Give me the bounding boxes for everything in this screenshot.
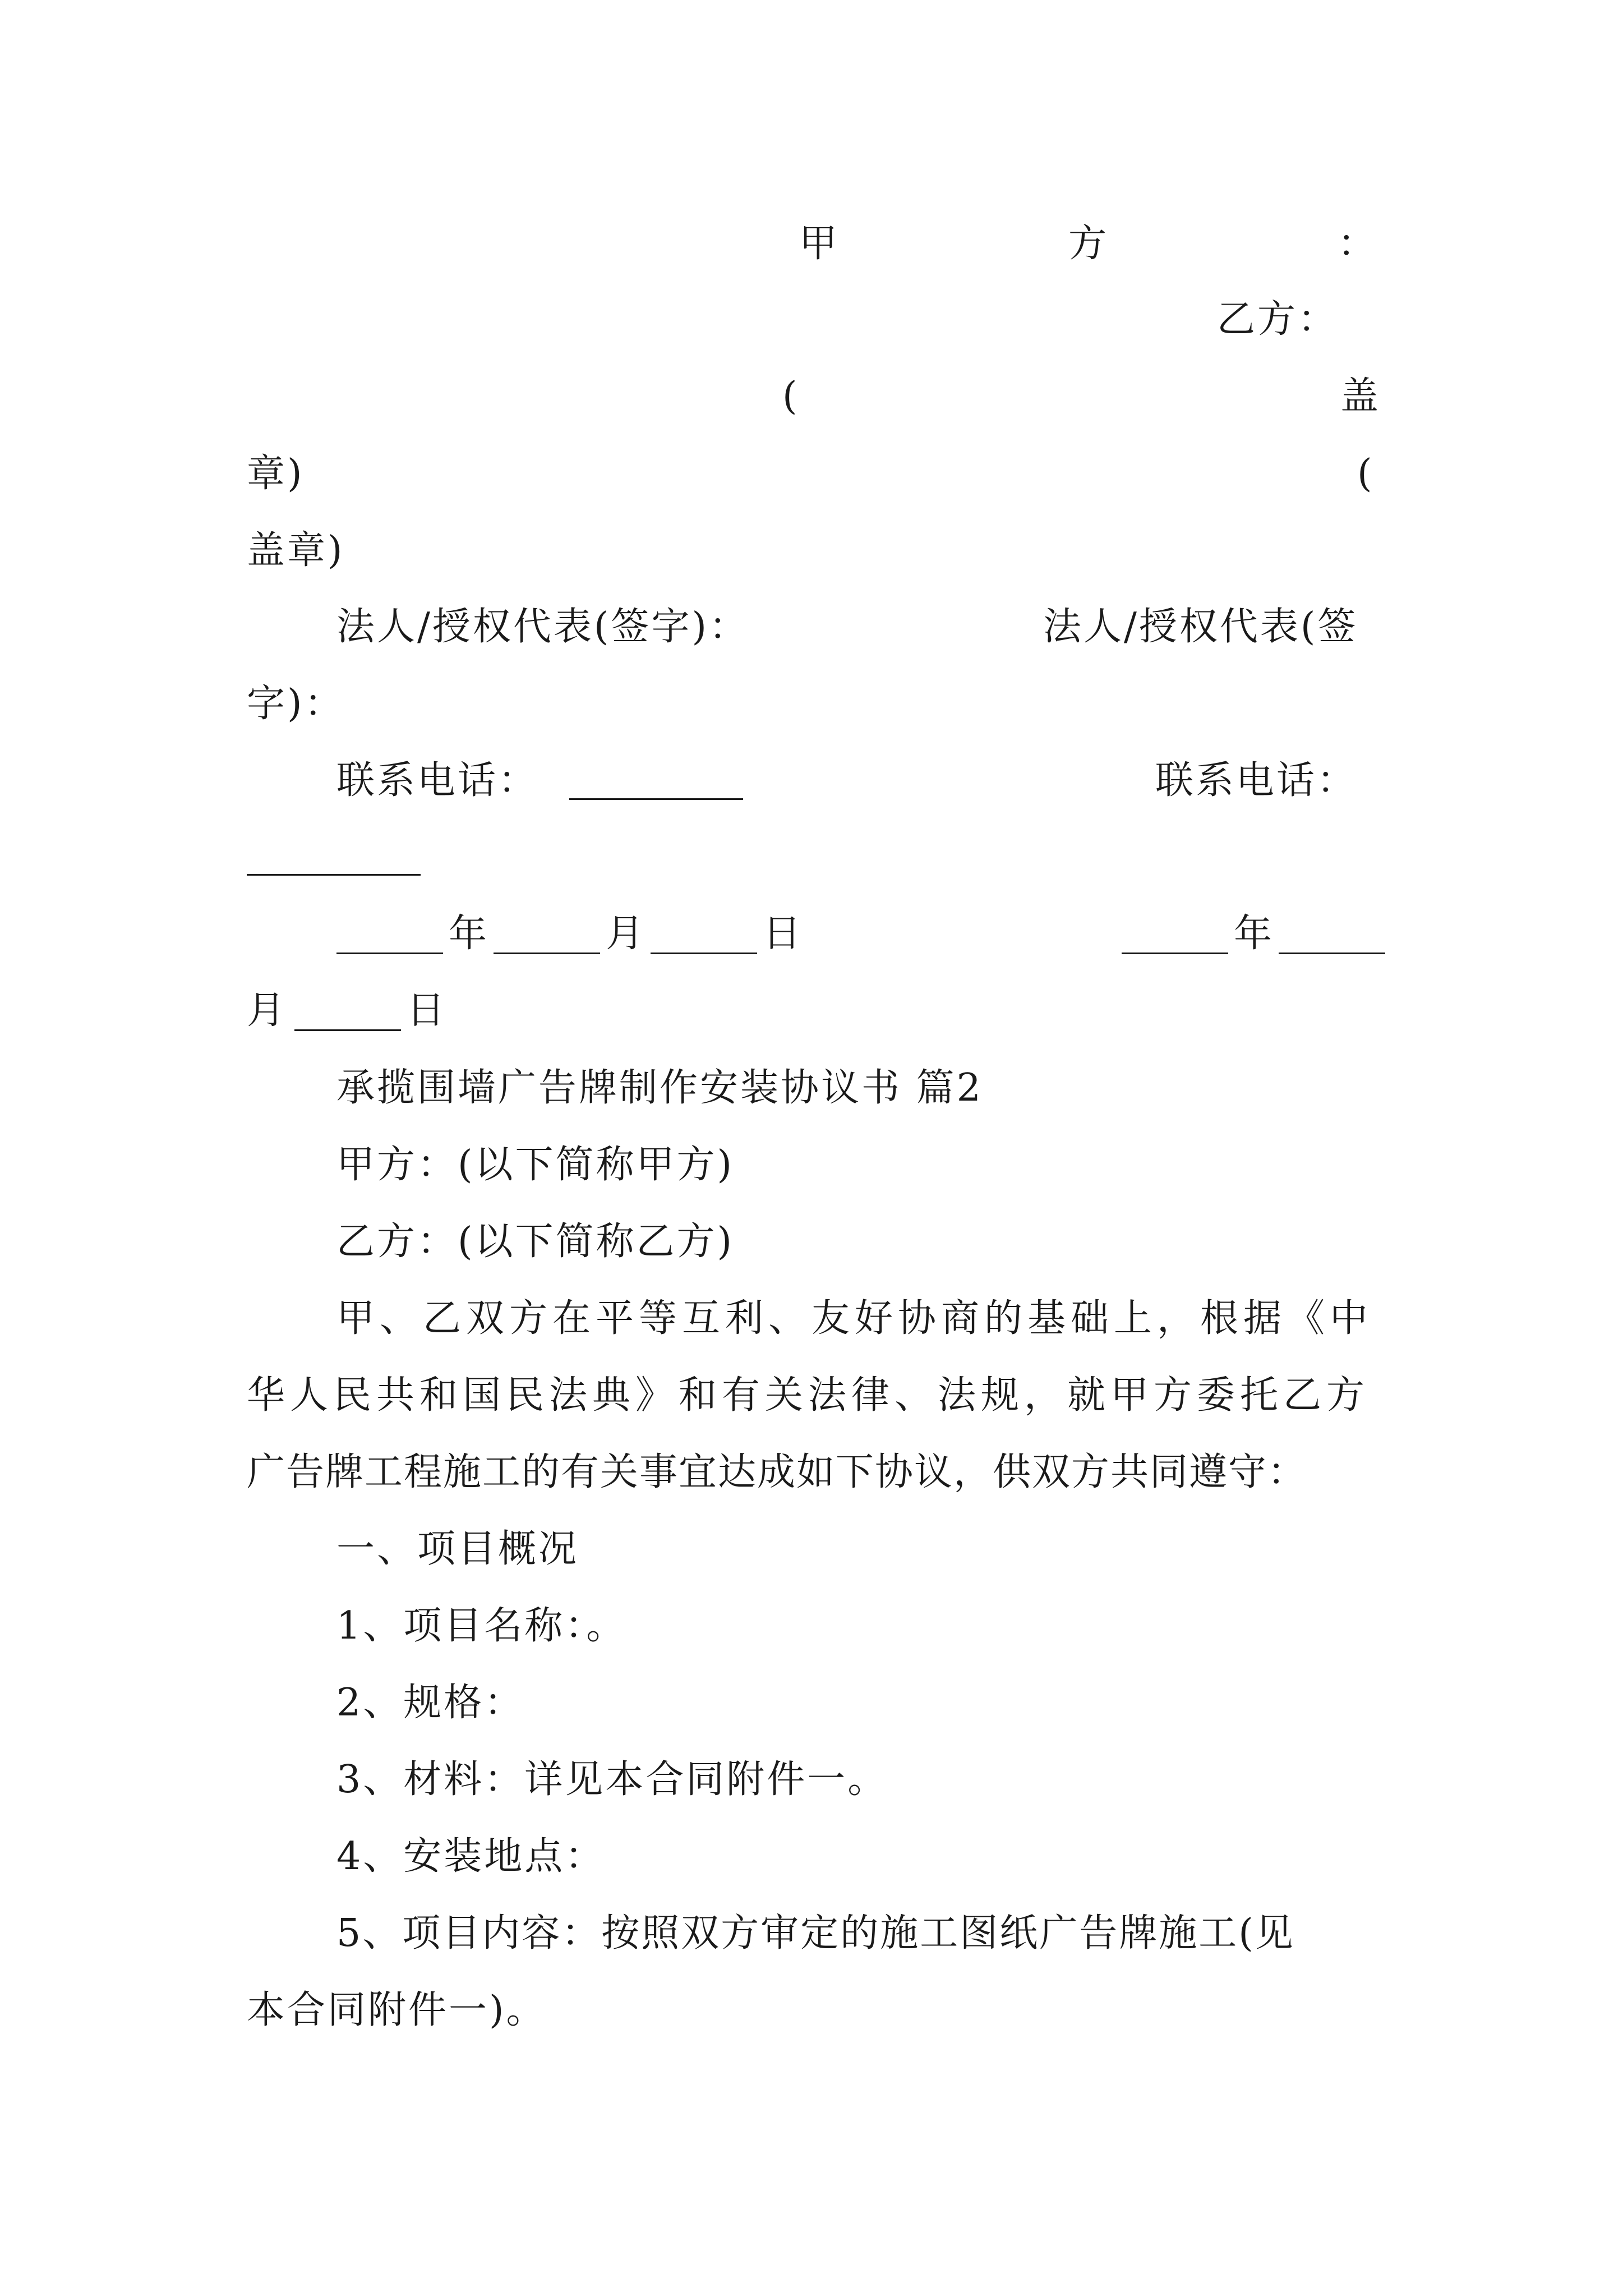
date-a-year: 年 (449, 912, 490, 956)
intro-line-2: 华人民共和国民法典》和有关法律、法规，就甲方委托乙方 (247, 1373, 1370, 1418)
seal-open-b: ( (1357, 452, 1375, 496)
item-location: 4、安装地点： (336, 1834, 606, 1879)
intro-line-1: 甲、乙双方在平等互利、友好协商的基础上，根据《中 (336, 1296, 1373, 1341)
item-name: 1、项目名称：。 (336, 1604, 627, 1648)
date-a-year-blank (336, 920, 443, 954)
phone-a-label: 联系电话： (336, 758, 539, 803)
phone-b-blank (247, 841, 421, 876)
party-a-char-2: 方 (1068, 222, 1109, 266)
section-heading: 承揽围墙广告牌制作安装协议书 篇2 (336, 1066, 983, 1110)
item-content-line-2: 本合同附件一)。 (247, 1988, 547, 2032)
item-material: 3、材料：详见本合同附件一。 (336, 1757, 888, 1802)
date-b-year: 年 (1234, 912, 1275, 956)
party-a-colon: ： (1338, 222, 1378, 266)
date-b-month: 月 (247, 988, 288, 1033)
legal-rep-b-cont: 字)： (247, 682, 345, 726)
phone-b-label: 联系电话： (1155, 758, 1358, 803)
party-b-line: 乙方：(以下简称乙方) (336, 1220, 735, 1264)
date-b-day-blank (294, 997, 401, 1031)
phone-a-blank (569, 766, 743, 800)
seal-b: 盖章) (247, 528, 345, 573)
date-b-month-blank (1279, 920, 1385, 954)
date-b-year-blank (1122, 920, 1228, 954)
seal-cont-a: 章) (247, 452, 305, 496)
party-a-char-1: 甲 (799, 222, 840, 266)
party-b-label: 乙方： (1217, 297, 1339, 342)
date-a-day-blank (651, 920, 757, 954)
seal-char-a: 盖 (1340, 374, 1381, 418)
seal-open-a: ( (782, 374, 800, 418)
date-a-month-blank (494, 920, 600, 954)
party-a-line: 甲方：(以下简称甲方) (336, 1143, 735, 1187)
legal-rep-a: 法人/授权代表(签字)： (336, 605, 749, 649)
item-spec: 2、规格： (336, 1681, 525, 1725)
item-content-line-1: 5、项目内容：按照双方审定的施工图纸广告牌施工(见 (336, 1911, 1295, 1955)
date-b-day: 日 (407, 988, 448, 1033)
section1-title: 一、项目概况 (336, 1527, 579, 1571)
intro-line-3: 广告牌工程施工的有关事宜达成如下协议，供双方共同遵守： (247, 1450, 1307, 1494)
date-a-day: 日 (763, 912, 804, 956)
legal-rep-b: 法人/授权代表(签 (1043, 605, 1358, 649)
date-a-month: 月 (606, 912, 647, 956)
